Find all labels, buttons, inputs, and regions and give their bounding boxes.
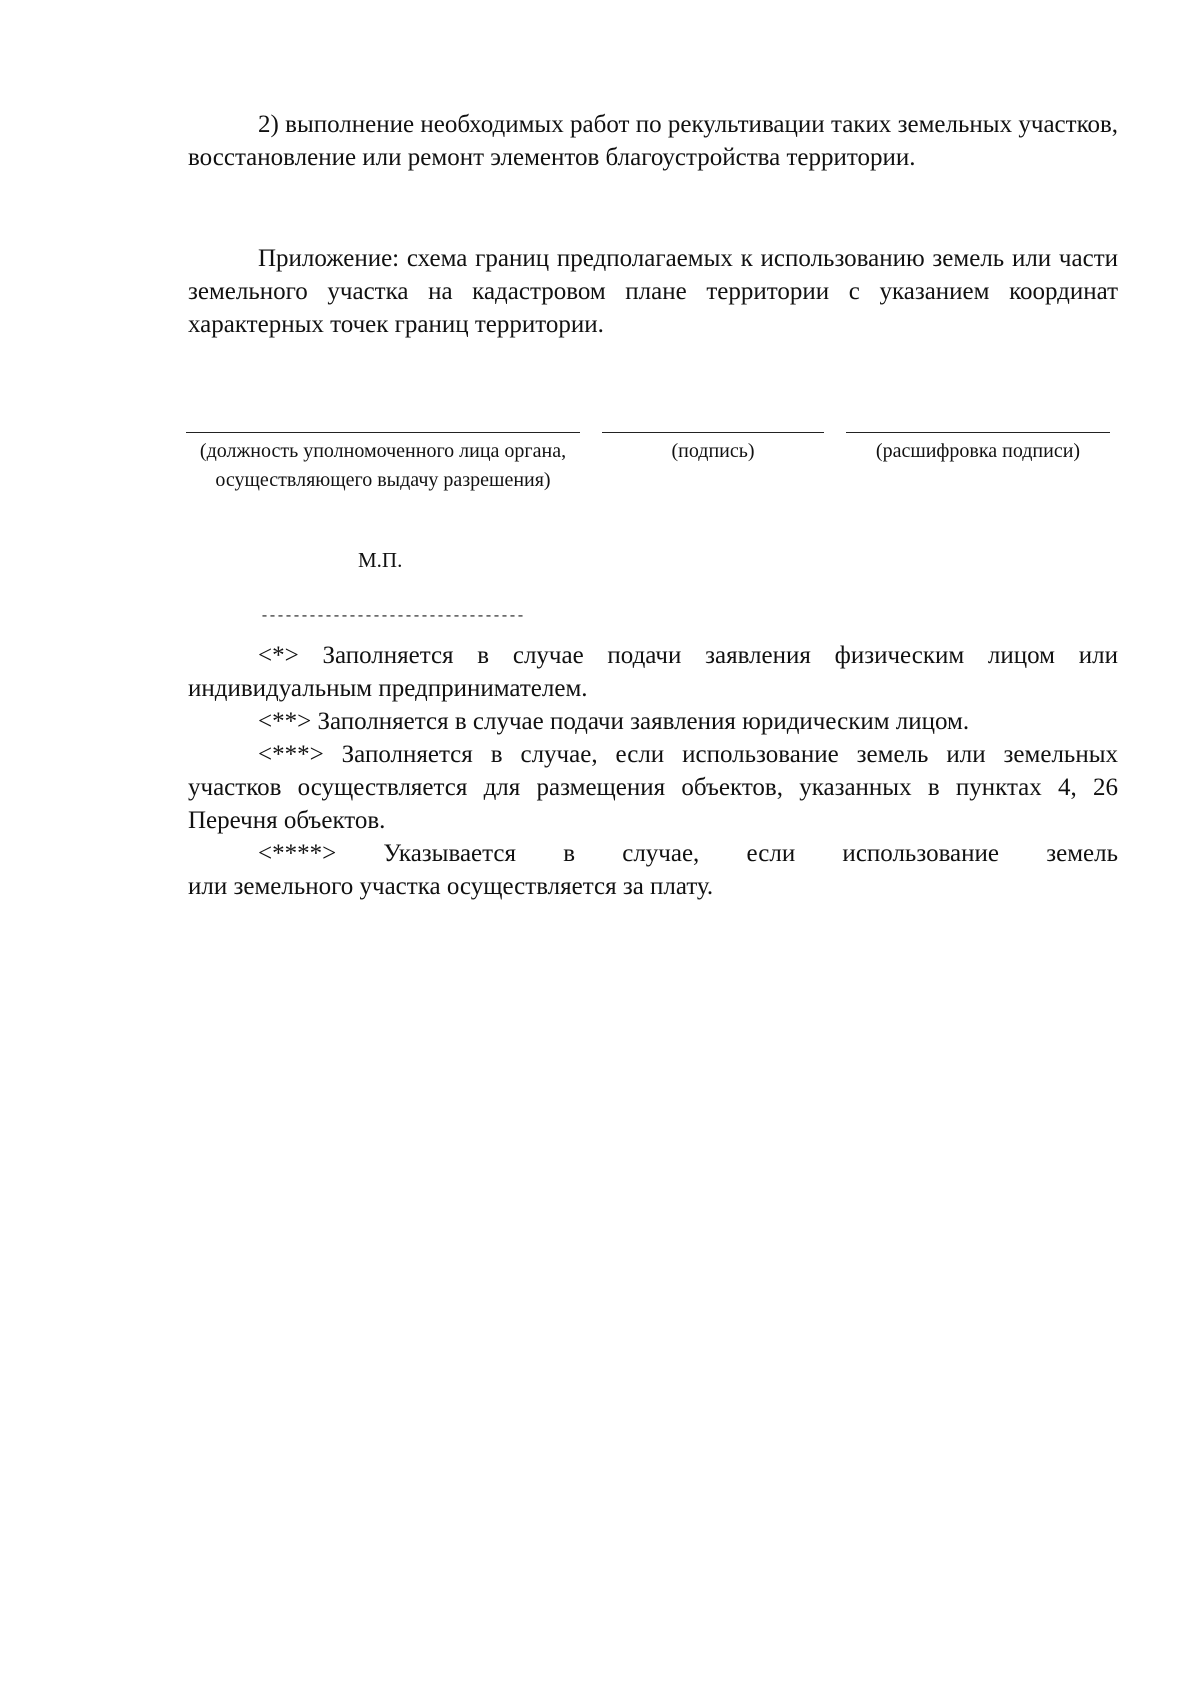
stamp-place-label: М.П. [358, 548, 403, 572]
footnote-4 [188, 837, 1118, 903]
paragraph-appendix: Приложение: схема границ предполагаемых к использованию земель или части земельного участка на кадастровом плане территории с указанием координат характерных точек границ территории. [188, 245, 1118, 338]
paragraph-item-2: 2) выполнение необходимых работ по рекультивации таких земельных участков, восстановление или ремонт элементов благоустройства территории. [188, 111, 1118, 171]
footnote-2: <**> Заполняется в случае подачи заявления юридическим лицом. [258, 708, 970, 735]
signature-label-signature: (подпись) [671, 440, 755, 462]
footnote-1: <*> Заполняется в случае подачи заявления физическим лицом или индивидуальным предпринимателем. [188, 642, 1118, 702]
footnote-4-line-2: или земельного участка осуществляется за плату. [188, 873, 714, 900]
signature-label-position: (должность уполномоченного лица органа, осуществляющего выдачу разрешения) [199, 440, 567, 491]
footnote-separator: --------------------------------- [260, 608, 525, 625]
footnote-4-line-1: <****> Указывается в случае, если использование земель [258, 840, 1118, 867]
footnote-3: <***> Заполняется в случае, если использование земель или земельных участков осуществляется для размещения объектов, указанных в пунктах 4, 26 Перечня объектов. [188, 741, 1118, 834]
signature-label-decode: (расшифровка подписи) [875, 440, 1081, 462]
signature-line-decode [846, 432, 1110, 433]
signature-line-signature [602, 432, 824, 433]
signature-line-position [186, 432, 580, 433]
